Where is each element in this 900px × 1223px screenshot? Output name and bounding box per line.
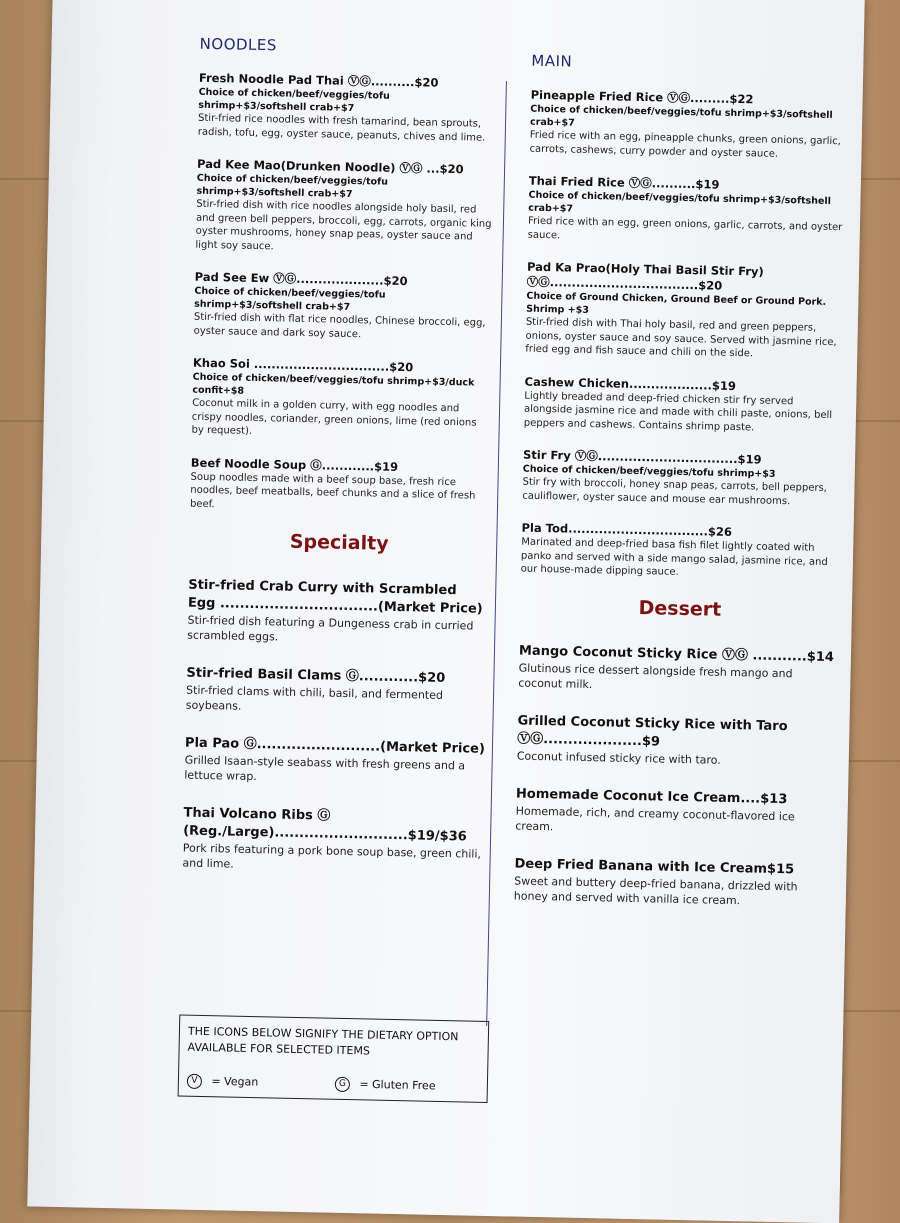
menu-item bbox=[198, 71, 499, 145]
item-name: Pineapple Fried Rice ⓋⒼ.........$22 bbox=[530, 87, 754, 107]
section-title-specialty: Specialty bbox=[289, 530, 389, 555]
item-choice: Choice of chicken/beef/veggies/tofu shrimp+$3/softshell crab+$7 bbox=[194, 285, 386, 313]
vegan-icon: V bbox=[187, 1074, 202, 1089]
item-name: Grilled Coconut Sticky Rice with Taro ⓋⒼ....................$9 bbox=[517, 713, 788, 750]
item-description: Pork ribs featuring a pork bone soup base, green chili, and lime. bbox=[182, 841, 482, 871]
menu-item bbox=[191, 356, 493, 444]
item-description: Lightly breaded and deep-fried chicken stir fry served alongside jasmine rice and made with chili paste, onions, bell peppers and cashews. Contains shrimp paste. bbox=[523, 390, 833, 433]
menu-item bbox=[186, 665, 487, 719]
item-description: Soup noodles made with a beef soup base, fresh rice noodles, beef meatballs, beef chunks and a slice of fresh beef. bbox=[189, 471, 476, 510]
item-choice: Choice of chicken/beef/veggies/tofu shrimp+$3/softshell crab+$7 bbox=[198, 86, 390, 114]
menu-item bbox=[518, 642, 839, 697]
item-name: Pad Ka Prao(Holy Thai Basil Stir Fry) ⓋⒼ..................................$20 bbox=[526, 259, 764, 293]
item-name: Pla Pao Ⓖ.........................(Market Price) bbox=[184, 735, 486, 757]
item-description: Stir-fried dish with rice noodles alongside holy basil, red and green bell peppers, broccoli, egg, carrots, organic king oyster mushrooms, honey snap peas, oyster sauce and light soy sauce. bbox=[195, 198, 492, 252]
item-description: Marinated and deep-fried basa fish filet lightly coated with panko and served with a side mango salad, jasmine rice, and our house-made dipping sauce. bbox=[520, 536, 828, 578]
item-description: Stir-fried dish with flat rice noodles, Chinese broccoli, egg, oyster sauce and dark soy sauce. bbox=[193, 311, 486, 340]
item-name: Stir-fried Crab Curry with Scrambled Egg ................................(Market Price) bbox=[187, 577, 483, 617]
item-name: Beef Noodle Soup Ⓖ............$19 bbox=[190, 455, 399, 474]
item-description: Glutinous rice dessert alongside fresh mango and coconut milk. bbox=[518, 661, 793, 691]
item-description: Fried rice with an egg, pineapple chunks, green onions, garlic, carrots, cashews, curry powder and oyster sauce. bbox=[529, 129, 841, 160]
menu-item bbox=[515, 785, 836, 840]
item-description: Stir-fried rice noodles with fresh tamarind, bean sprouts, radish, tofu, egg, oyster sauce, peanuts, chives and lime. bbox=[197, 112, 486, 144]
item-description: Stir-fried dish with Thai holy basil, red and green peppers, onions, oyster sauce and soy sauce. Served with jasmine rice, fried egg and fish sauce and chili on the side. bbox=[525, 316, 837, 360]
item-description: Sweet and buttery deep-fried banana, drizzled with honey and served with vanilla ice cream. bbox=[513, 873, 798, 907]
menu-item bbox=[525, 260, 847, 363]
section-title-main: MAIN bbox=[531, 51, 573, 71]
vegan-label: = Vegan bbox=[211, 1074, 259, 1089]
item-name: Cashew Chicken...................$19 bbox=[524, 374, 737, 393]
item-choice: Choice of chicken/beef/veggies/tofu shrimp+$3/softshell crab+$7 bbox=[529, 103, 833, 129]
item-description: Stir fry with broccoli, honey snap peas, carrots, bell peppers, cauliflower, oyster sauce and mouse ear mushrooms. bbox=[522, 476, 828, 507]
item-name: Thai Volcano Ribs Ⓖ (Reg./Large)...........................$19/$36 bbox=[182, 805, 467, 845]
item-name: Pla Tod................................$26 bbox=[521, 520, 733, 539]
item-choice: Choice of chicken/beef/veggies/tofu shrimp+$3/softshell crab+$7 bbox=[196, 172, 389, 200]
item-name: Fresh Noodle Pad Thai ⓋⒼ..........$20 bbox=[198, 70, 439, 90]
item-description: Grilled Isaan-style seabass with fresh greens and a lettuce wrap. bbox=[184, 753, 466, 784]
item-description: Fried rice with an egg, green onions, garlic, carrots, and oyster sauce. bbox=[527, 215, 843, 241]
legend-gf bbox=[335, 1077, 436, 1094]
item-name: Thai Fried Rice ⓋⒼ..........$19 bbox=[528, 173, 720, 192]
gluten-free-label: = Gluten Free bbox=[359, 1077, 436, 1093]
item-name: Stir-fried Basil Clams Ⓖ............$20 bbox=[186, 665, 446, 686]
item-choice: Choice of Ground Chicken, Ground Beef or Ground Pork. Shrimp +$3 bbox=[526, 290, 827, 316]
item-name: Deep Fried Banana with Ice Cream$15 bbox=[514, 855, 795, 877]
item-name: Homemade Coconut Ice Cream....$13 bbox=[515, 786, 788, 807]
item-description: Stir-fried dish featuring a Dungeness crab in curried scrambled eggs. bbox=[187, 613, 474, 644]
right-column bbox=[513, 52, 851, 928]
item-choice: Choice of chicken/beef/veggies/tofu shrimp+$3/duck confit+$8 bbox=[192, 371, 475, 397]
section-title-noodles: NOODLES bbox=[199, 34, 278, 55]
item-description: Stir-fried clams with chili, basil, and fermented soybeans. bbox=[185, 683, 444, 713]
menu-item bbox=[522, 448, 843, 510]
item-name: Stir Fry ⓋⒼ................................$19 bbox=[522, 447, 762, 467]
menu-item bbox=[528, 174, 849, 249]
menu-item bbox=[193, 270, 494, 344]
menu-item bbox=[184, 735, 485, 789]
menu-page bbox=[27, 0, 864, 1223]
item-description: Coconut milk in a golden curry, with egg noodles and crispy noodles, coriander, green onions, lime (red onions by request). bbox=[191, 397, 477, 437]
item-description: Homemade, rich, and creamy coconut-flavored ice cream. bbox=[515, 804, 795, 833]
item-name: Mango Coconut Sticky Rice ⓋⒼ ...........$14 bbox=[518, 643, 835, 665]
item-choice: Choice of chicken/beef/veggies/tofu shrimp+$3/softshell crab+$7 bbox=[528, 189, 832, 215]
menu-item bbox=[195, 157, 497, 258]
menu-item bbox=[529, 88, 850, 163]
gluten-free-icon: G bbox=[335, 1077, 350, 1092]
item-description: Coconut infused sticky rice with taro. bbox=[516, 749, 721, 767]
section-title-dessert: Dessert bbox=[638, 596, 722, 621]
menu-item bbox=[521, 521, 842, 583]
menu-item bbox=[182, 805, 483, 877]
item-name: Pad Kee Mao(Drunken Noodle) ⓋⒼ ...$20 bbox=[196, 156, 464, 177]
item-name: Pad See Ew ⓋⒼ....................$20 bbox=[194, 269, 408, 289]
menu-item bbox=[517, 712, 838, 770]
legend-title: THE ICONS BELOW SIGNIFY THE DIETARY OPTION AVAILABLE FOR SELECTED ITEMS bbox=[187, 1024, 459, 1058]
menu-item bbox=[524, 374, 845, 436]
menu-item bbox=[187, 577, 488, 649]
item-choice: Choice of chicken/beef/veggies/tofu shrimp+$3 bbox=[522, 463, 776, 480]
menu-item bbox=[190, 455, 491, 517]
legend-row bbox=[187, 1074, 479, 1095]
dietary-legend bbox=[178, 1015, 490, 1103]
left-column bbox=[182, 35, 500, 895]
menu-item bbox=[514, 855, 835, 910]
item-name: Khao Soi ...............................$20 bbox=[192, 355, 414, 375]
